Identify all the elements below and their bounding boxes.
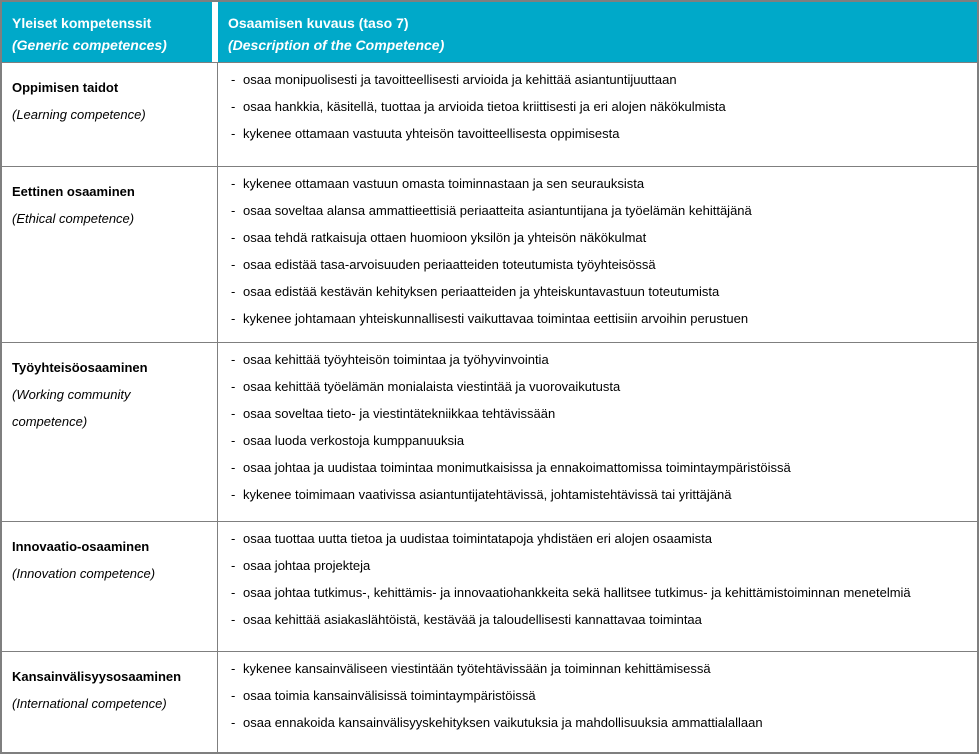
description-item: - osaa monipuolisesti ja tavoitteellisesti arvioida ja kehittää asiantuntijuuttaan: [231, 66, 973, 93]
table-row-working-community-competence: [2, 343, 977, 522]
description-item: - osaa luoda verkostoja kumppanuuksia: [231, 427, 973, 454]
competence-name-cell: [2, 343, 218, 521]
header-cell-competence-description: [218, 2, 977, 62]
competence-name-cell: [2, 63, 218, 166]
description-item: - osaa edistää kestävän kehityksen periaatteiden ja yhteiskuntavastuun toteutumista: [231, 278, 973, 305]
competence-title: Työyhteisöosaaminen: [12, 360, 148, 375]
description-item: - kykenee ottamaan vastuun omasta toiminnastaan ja sen seurauksista: [231, 170, 973, 197]
competence-description-cell: [218, 343, 977, 521]
header-subtitle-en: (Generic competences): [12, 37, 167, 53]
description-item: - osaa kehittää työyhteisön toimintaa ja työhyvinvointia: [231, 346, 973, 373]
header-cell-generic-competences: [2, 2, 212, 62]
description-item: - osaa kehittää työelämän monialaista viestintää ja vuorovaikutusta: [231, 373, 973, 400]
description-list: [231, 525, 973, 633]
competence-description-cell: [218, 652, 977, 752]
competence-name-cell: [2, 167, 218, 342]
competence-title: Oppimisen taidot: [12, 80, 119, 95]
description-item: - osaa tehdä ratkaisuja ottaen huomioon yksilön ja yhteisön näkökulmat: [231, 224, 973, 251]
description-list: [231, 170, 973, 332]
competence-subtitle: (Ethical competence): [12, 211, 135, 226]
description-item: - kykenee ottamaan vastuuta yhteisön tavoitteellisesta oppimisesta: [231, 120, 973, 147]
description-item: - kykenee toimimaan vaativissa asiantuntijatehtävissä, johtamistehtävissä tai yrittäjänä: [231, 481, 973, 508]
table-row-learning-competence: [2, 63, 977, 167]
description-list: [231, 346, 973, 508]
competence-description-cell: [218, 522, 977, 651]
competence-description-cell: [218, 63, 977, 166]
table-row-international-competence: [2, 652, 977, 752]
competence-name-cell: [2, 652, 218, 752]
table-header-row: [2, 2, 977, 63]
description-item: - osaa johtaa projekteja: [231, 552, 973, 579]
description-item: - osaa soveltaa tieto- ja viestintätekniikkaa tehtävissään: [231, 400, 973, 427]
competence-title: Eettinen osaaminen: [12, 184, 135, 199]
competence-description-cell: [218, 167, 977, 342]
competence-name-cell: [2, 522, 218, 651]
description-item: - osaa soveltaa alansa ammattieettisiä periaatteita asiantuntijana ja työelämän kehittäjänä: [231, 197, 973, 224]
description-item: - osaa johtaa ja uudistaa toimintaa monimutkaisissa ja ennakoimattomissa toimintaympäristöissä: [231, 454, 973, 481]
competence-subtitle: (International competence): [12, 696, 167, 711]
description-item: - osaa tuottaa uutta tietoa ja uudistaa toimintatapoja yhdistäen eri alojen osaamista: [231, 525, 973, 552]
table-row-ethical-competence: [2, 167, 977, 343]
competence-title: Kansainvälisyysosaaminen: [12, 669, 182, 684]
competence-subtitle: (Innovation competence): [12, 566, 156, 581]
header-subtitle-en: (Description of the Competence): [228, 37, 445, 53]
description-item: - kykenee johtamaan yhteiskunnallisesti vaikuttavaa toimintaa eettisiin arvoihin perustuen: [231, 305, 973, 332]
description-item: - osaa hankkia, käsitellä, tuottaa ja arvioida tietoa kriittisesti ja eri alojen näkökulmista: [231, 93, 973, 120]
header-title-fi: Osaamisen kuvaus (taso 7): [228, 15, 409, 31]
description-item: - osaa kehittää asiakaslähtöistä, kestävää ja taloudellisesti kannattavaa toimintaa: [231, 606, 973, 633]
competence-subtitle: (Learning competence): [12, 107, 146, 122]
description-item: - osaa toimia kansainvälisissä toimintaympäristöissä: [231, 682, 973, 709]
description-item: - kykenee kansainväliseen viestintään työtehtävissään ja toiminnan kehittämisessä: [231, 655, 973, 682]
header-title-fi: Yleiset kompetenssit: [12, 15, 152, 31]
description-list: [231, 66, 973, 147]
table-row-innovation-competence: [2, 522, 977, 652]
description-item: - osaa johtaa tutkimus-, kehittämis- ja innovaatiohankkeita sekä hallitsee tutkimus- ja kehittämistoiminnan menetelmiä: [231, 579, 973, 606]
description-item: - osaa ennakoida kansainvälisyyskehityksen vaikutuksia ja mahdollisuuksia ammattialallaan: [231, 709, 973, 736]
description-item: - osaa edistää tasa-arvoisuuden periaatteiden toteutumista työyhteisössä: [231, 251, 973, 278]
competence-subtitle: (Working community competence): [12, 387, 131, 429]
competence-title: Innovaatio-osaaminen: [12, 539, 150, 554]
description-list: [231, 655, 973, 736]
